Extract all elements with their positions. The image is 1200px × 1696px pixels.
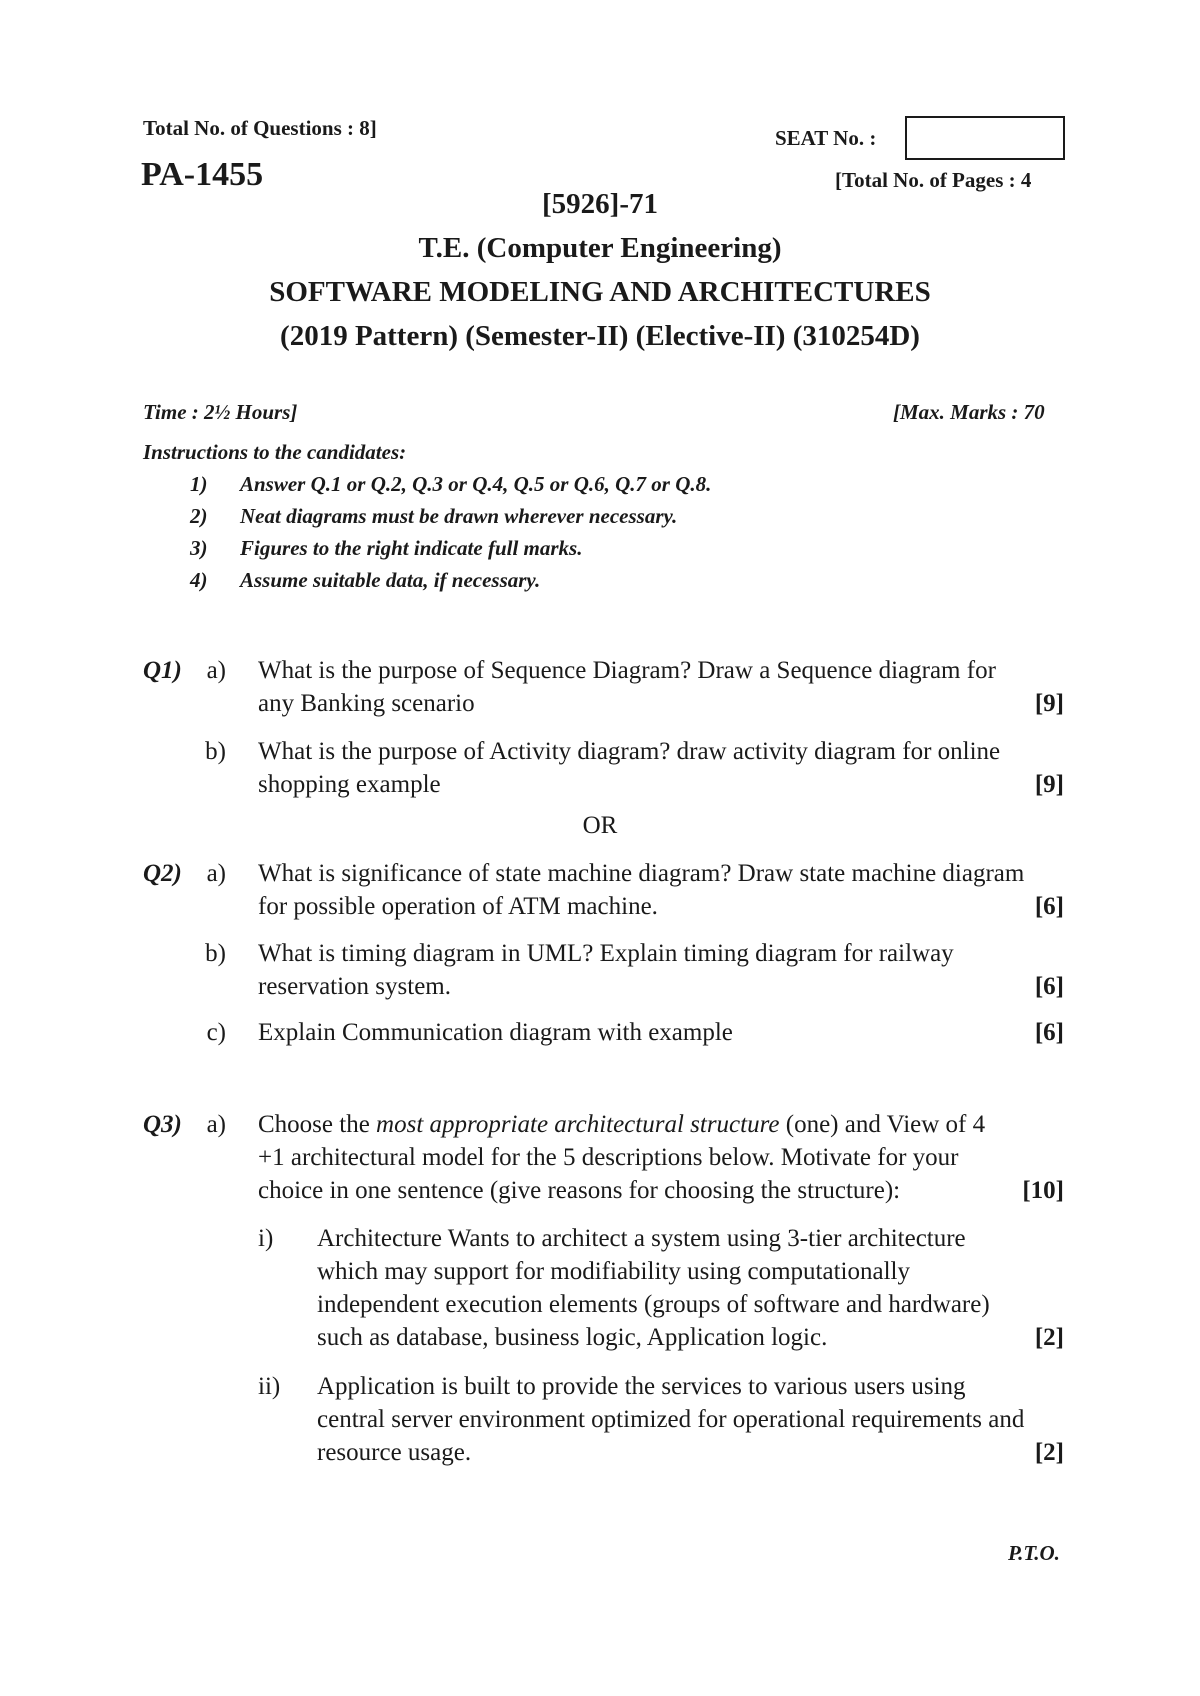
seat-number-box bbox=[905, 116, 1065, 160]
pattern-line: (2019 Pattern) (Semester-II) (Elective-II) (310254D) bbox=[280, 320, 920, 352]
marks: [10] bbox=[1022, 1177, 1064, 1204]
question-text-post: (one) and View of 4 +1 architectural model for the 5 descriptions below. Motivate for your choice in one sentence (give reasons for choosing the structure): bbox=[258, 1111, 986, 1204]
instruction-text: Answer Q.1 or Q.2, Q.3 or Q.4, Q.5 or Q.6, Q.7 or Q.8. bbox=[240, 472, 712, 496]
paper-code: PA-1455 bbox=[141, 156, 264, 193]
course-title: T.E. (Computer Engineering) bbox=[418, 232, 782, 264]
question-number: Q2) bbox=[143, 860, 182, 887]
sub-question-text: Architecture Wants to architect a system using 3-tier architecture which may support for modifiability using computationally independent execution elements (groups of software and hardware) such as database, business logic, Application logic. bbox=[317, 1225, 990, 1351]
marks: [2] bbox=[1034, 1324, 1064, 1351]
instruction-text: Neat diagrams must be drawn wherever necessary. bbox=[240, 504, 678, 528]
instruction-num: 4) bbox=[190, 568, 208, 592]
question-text: What is timing diagram in UML? Explain timing diagram for railway reservation system. bbox=[258, 940, 954, 1000]
pto-label: P.T.O. bbox=[1008, 1541, 1060, 1565]
sub-question-text: Application is built to provide the services to various users using central server environment optimized for operational requirements and resource usage. bbox=[317, 1373, 1025, 1466]
question-text: Explain Communication diagram with example bbox=[258, 1019, 733, 1046]
question-text-pre: Choose the bbox=[258, 1111, 377, 1138]
question-number: Q1) bbox=[143, 657, 182, 684]
question-text: What is the purpose of Sequence Diagram? Draw a Sequence diagram for any Banking scenario bbox=[258, 657, 996, 717]
marks: [6] bbox=[1034, 893, 1064, 920]
instruction-num: 1) bbox=[190, 472, 208, 496]
marks: [6] bbox=[1034, 973, 1064, 1000]
question-part: a) bbox=[206, 1111, 226, 1138]
total-questions: Total No. of Questions : 8] bbox=[143, 116, 377, 140]
instruction-text: Figures to the right indicate full marks. bbox=[240, 536, 583, 560]
instruction-text: Assume suitable data, if necessary. bbox=[240, 568, 541, 592]
marks: [6] bbox=[1034, 1019, 1064, 1046]
question-text: What is the purpose of Activity diagram? draw activity diagram for online shopping example bbox=[258, 738, 1001, 798]
total-pages: [Total No. of Pages : 4 bbox=[835, 168, 1032, 192]
sub-question-number: ii) bbox=[258, 1373, 281, 1400]
marks: [9] bbox=[1034, 771, 1064, 798]
question-part: a) bbox=[206, 657, 226, 684]
subject-title: SOFTWARE MODELING AND ARCHITECTURES bbox=[269, 276, 931, 308]
marks: [9] bbox=[1034, 690, 1064, 717]
sub-question-number: i) bbox=[258, 1225, 274, 1252]
or-separator: OR bbox=[582, 812, 618, 839]
max-marks: [Max. Marks : 70 bbox=[893, 400, 1045, 424]
instructions-heading: Instructions to the candidates: bbox=[143, 440, 407, 464]
question-text-emphasis: most appropriate architectural structure bbox=[376, 1111, 780, 1138]
question-part: a) bbox=[206, 860, 226, 887]
question-part: c) bbox=[206, 1019, 226, 1046]
time-limit: Time : 2½ Hours] bbox=[143, 400, 298, 424]
instruction-num: 3) bbox=[190, 536, 208, 560]
question-number: Q3) bbox=[143, 1111, 182, 1138]
marks: [2] bbox=[1034, 1439, 1064, 1466]
seat-label: SEAT No. : bbox=[775, 126, 877, 150]
exam-code: [5926]-71 bbox=[542, 188, 658, 220]
instruction-num: 2) bbox=[190, 504, 208, 528]
question-text: What is significance of state machine diagram? Draw state machine diagram for possible operation of ATM machine. bbox=[258, 860, 1025, 920]
question-part: b) bbox=[205, 940, 226, 967]
question-part: b) bbox=[205, 738, 226, 765]
